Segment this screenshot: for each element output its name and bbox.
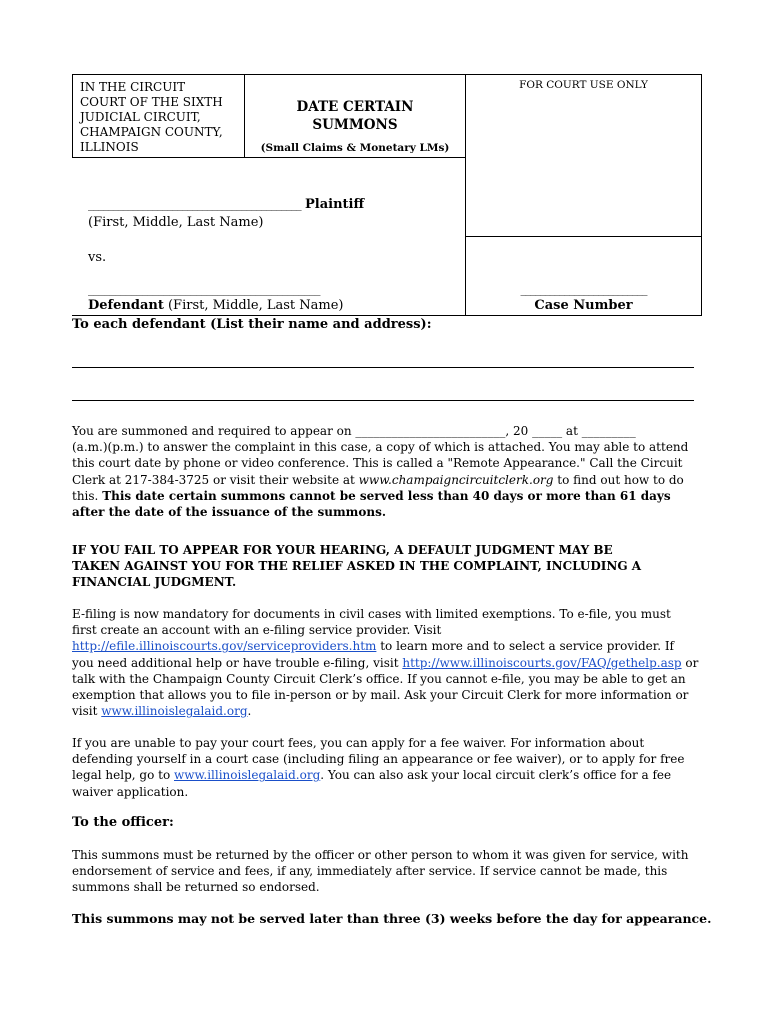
plaintiff-blank[interactable]: ___________________________________________ <box>88 197 301 211</box>
plaintiff-label: Plaintiff <box>305 197 365 212</box>
defendant-label: Defendant <box>88 298 164 313</box>
clerk-website: www.champaigncircuitclerk.org <box>358 472 554 487</box>
plaintiff-line <box>88 197 364 212</box>
final-notice: This summons may not be served later than three (3) weeks before the day for appearance. <box>72 911 712 926</box>
case-number-label: Case Number <box>534 298 633 313</box>
fee-waiver-paragraph: If you are unable to pay your court fees, you can apply for a fee waiver. For information about defending yourself in a court case (including filing an appearance or fee waiver), or to apply for free legal help, go to www.illinoislegalaid.org. You can also ask your local circuit clerk’s office for a fee waiver application. <box>72 736 685 799</box>
default-judgment-warning: IF YOU FAIL TO APPEAR FOR YOUR HEARING, A DEFAULT JUDGMENT MAY BE TAKEN AGAINST YOU FOR THE RELIEF ASKED IN THE COMPLAINT, INCLUDING A FINANCIAL JUDGMENT. <box>72 543 642 590</box>
efiling-paragraph: E-filing is now mandatory for documents in civil cases with limited exemptions. To e-file, you must first create an account with an e-filing service provider. Visit http://efile.illinoiscourts.gov/serviceproviders.htm to learn more and to select a service provider. If you need additional help or have trouble e-filing, visit http://www.illinoiscourts.gov/FAQ/gethelp.asp or talk with the Champaign County Circuit Clerk’s office. If you cannot e-file, you may be able to get an exemption that allows you to file in-person or by mail. Ask your Circuit Clerk for more information or visit www.illinoislegalaid.org. <box>72 607 699 719</box>
document-title: DATE CERTAIN SUMMONS <box>296 99 414 133</box>
officer-paragraph: This summons must be returned by the officer or other person to whom it was given for service, with endorsement of service and fees, if any, immediately after service. If service cannot be made, this summons shall be returned so endorsed. <box>72 848 689 895</box>
officer-heading: To the officer: <box>72 815 174 830</box>
efile-providers-link[interactable]: http://efile.illinoiscourts.gov/serviceproviders.htm <box>72 639 377 654</box>
defendant-address-line-1[interactable] <box>72 367 694 368</box>
summons-paragraph: You are summoned and required to appear on _________________________, 20 _____ at _________ (a.m.)(p.m.) to answer the complaint in this case, a copy of which is attached. You may able to attend this court date by phone or video conference. This is called a "Remote Appearance." Call the Circuit Clerk at 217-384-3725 or visit their website at www.champaigncircuitclerk.org to find out how to do this. This date certain summons cannot be served less than 40 days or more than 61 days after the date of the issuance of the summons. <box>72 424 689 520</box>
versus-label: vs. <box>88 250 107 265</box>
court-use-label: FOR COURT USE ONLY <box>519 79 648 91</box>
defendant-hint: (First, Middle, Last Name) <box>167 298 344 313</box>
plaintiff-hint: (First, Middle, Last Name) <box>88 215 264 230</box>
legalaid-link-2[interactable]: www.illinoislegalaid.org <box>174 768 321 783</box>
defendant-address-line-2[interactable] <box>72 400 694 401</box>
defendant-blank[interactable]: ___________________________________________ <box>88 282 321 296</box>
case-number-blank[interactable]: __________________________ <box>520 282 647 296</box>
court-name: IN THE CIRCUIT COURT OF THE SIXTH JUDICIAL CIRCUIT, CHAMPAIGN COUNTY, ILLINOIS <box>80 80 223 154</box>
gethelp-link[interactable]: http://www.illinoiscourts.gov/FAQ/gethelp.asp <box>402 655 682 670</box>
document-subtitle: (Small Claims & Monetary LMs) <box>260 142 450 154</box>
legalaid-link[interactable]: www.illinoislegalaid.org <box>101 704 248 719</box>
defendant-line <box>88 298 343 313</box>
defendant-prompt: To each defendant (List their name and address): <box>72 317 432 332</box>
